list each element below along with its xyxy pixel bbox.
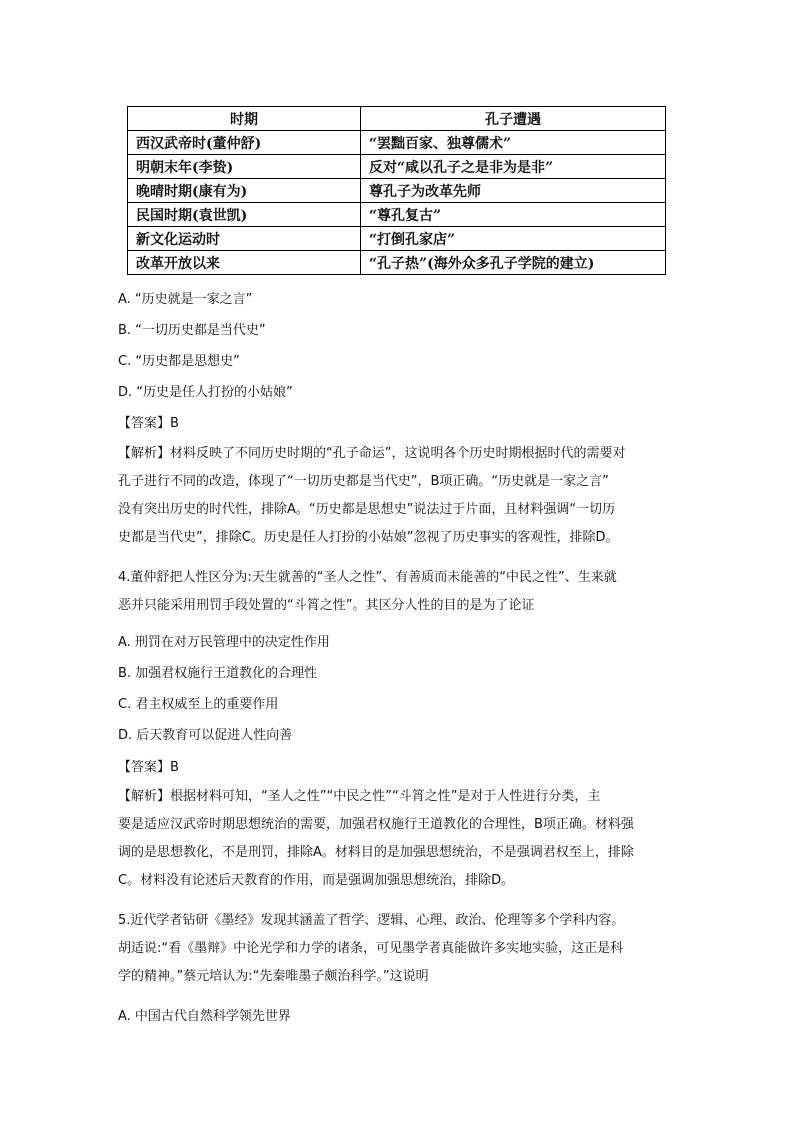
- q4-option-d: D. 后天教育可以促进人性向善: [118, 728, 293, 743]
- q4-option-a: A. 刑罚在对万民管理中的决定性作用: [118, 635, 330, 650]
- stem-line: 学的精神。”蔡元培认为:“先秦唯墨子颇治科学。”这说明: [118, 969, 429, 984]
- table-header-cell: 时期: [128, 107, 361, 131]
- q3-option-c: C. “历史都是思想史”: [118, 354, 240, 369]
- analysis-line: 孔子进行不同的改造，体现了“一切历史都是当代史”，B项正确。“历史就是一家之言”: [118, 474, 609, 489]
- analysis-line: 【解析】根据材料可知，“圣人之性”“中民之性”“斗筲之性”是对于人性进行分类，主: [118, 789, 601, 804]
- table-header-row: [128, 107, 666, 131]
- table-cell: “罢黜百家、独尊儒术”: [361, 131, 666, 155]
- q5-option-a: A. 中国古代自然科学领先世界: [118, 1009, 291, 1024]
- table-row: [128, 179, 666, 203]
- table-cell: 西汉武帝时(董仲舒): [128, 131, 361, 155]
- table-row: [128, 203, 666, 227]
- q4-analysis: [118, 783, 680, 895]
- analysis-line: C。材料没有论述后天教育的作用，而是强调加强思想统治，排除D。: [118, 873, 515, 888]
- table-row: [128, 155, 666, 179]
- q3-answer: [118, 415, 179, 433]
- table-cell: 民国时期(袁世凯): [128, 203, 361, 227]
- answer-label: 【答案】: [118, 760, 171, 775]
- q4-stem: [118, 564, 680, 620]
- table-cell: “孔子热”(海外众多孔子学院的建立): [361, 251, 666, 275]
- q4-option-b: B. 加强君权施行王道教化的合理性: [118, 666, 318, 681]
- table-cell: 改革开放以来: [128, 251, 361, 275]
- analysis-line: 史都是当代史”，排除C。历史是任人打扮的小姑娘”忽视了历史事实的客观性，排除D。: [118, 530, 619, 545]
- table-row: [128, 251, 666, 275]
- analysis-line: 调的是思想教化，不是刑罚，排除A。材料目的是加强思想统治，不是强调君权至上，排除: [118, 845, 634, 860]
- q4-option-c: C. 君主权威至上的重要作用: [118, 697, 279, 712]
- table-header-cell: 孔子遭遇: [361, 107, 666, 131]
- table-row: [128, 131, 666, 155]
- table-cell: “打倒孔家店”: [361, 227, 666, 251]
- q3-option-a: A. “历史就是一家之言”: [118, 292, 253, 307]
- history-table: [127, 106, 666, 275]
- analysis-line: 【解析】材料反映了不同历史时期的“孔子命运”，这说明各个历史时期根据时代的需要对: [118, 446, 626, 461]
- table-cell: 明朝末年(李贽): [128, 155, 361, 179]
- table-cell: 反对“咸以孔子之是非为是非”: [361, 155, 666, 179]
- answer-label: 【答案】: [118, 416, 171, 431]
- stem-line: 胡适说:“看《墨辩》中论光学和力学的诸条，可见墨学者真能做许多实地实验，这正是科: [118, 941, 624, 956]
- stem-line: 5.近代学者钻研《墨经》发现其涵盖了哲学、逻辑、心理、政治、伦理等多个学科内容。: [118, 913, 625, 928]
- q5-stem: [118, 907, 680, 991]
- stem-line: 4.董仲舒把人性区分为:天生就善的“圣人之性”、有善质而未能善的“中民之性”、生来就: [118, 570, 617, 585]
- analysis-line: 没有突出历史的时代性，排除A。“历史都是思想史”说法过于片面，且材料强调“一切历: [118, 502, 616, 517]
- answer-value: B: [170, 760, 179, 775]
- table-cell: 新文化运动时: [128, 227, 361, 251]
- analysis-label: 【解析】: [118, 446, 171, 461]
- answer-value: B: [170, 416, 179, 431]
- table-cell: 晚晴时期(康有为): [128, 179, 361, 203]
- table-cell: 尊孔子为改革先师: [361, 179, 666, 203]
- analysis-line: 要是适应汉武帝时期思想统治的需要，加强君权施行王道教化的合理性，B项正确。材料强: [118, 817, 634, 832]
- stem-line: 恶并只能采用刑罚手段处置的“斗筲之性”。其区分人性的目的是为了论证: [118, 598, 535, 613]
- analysis-label: 【解析】: [118, 789, 171, 804]
- q4-answer: [118, 759, 179, 777]
- q3-option-d: D. “历史是任人打扮的小姑娘”: [118, 385, 293, 400]
- q3-option-b: B. “一切历史都是当代史”: [118, 323, 266, 338]
- table-cell: “尊孔复古”: [361, 203, 666, 227]
- table-row: [128, 227, 666, 251]
- q3-analysis: [118, 440, 680, 552]
